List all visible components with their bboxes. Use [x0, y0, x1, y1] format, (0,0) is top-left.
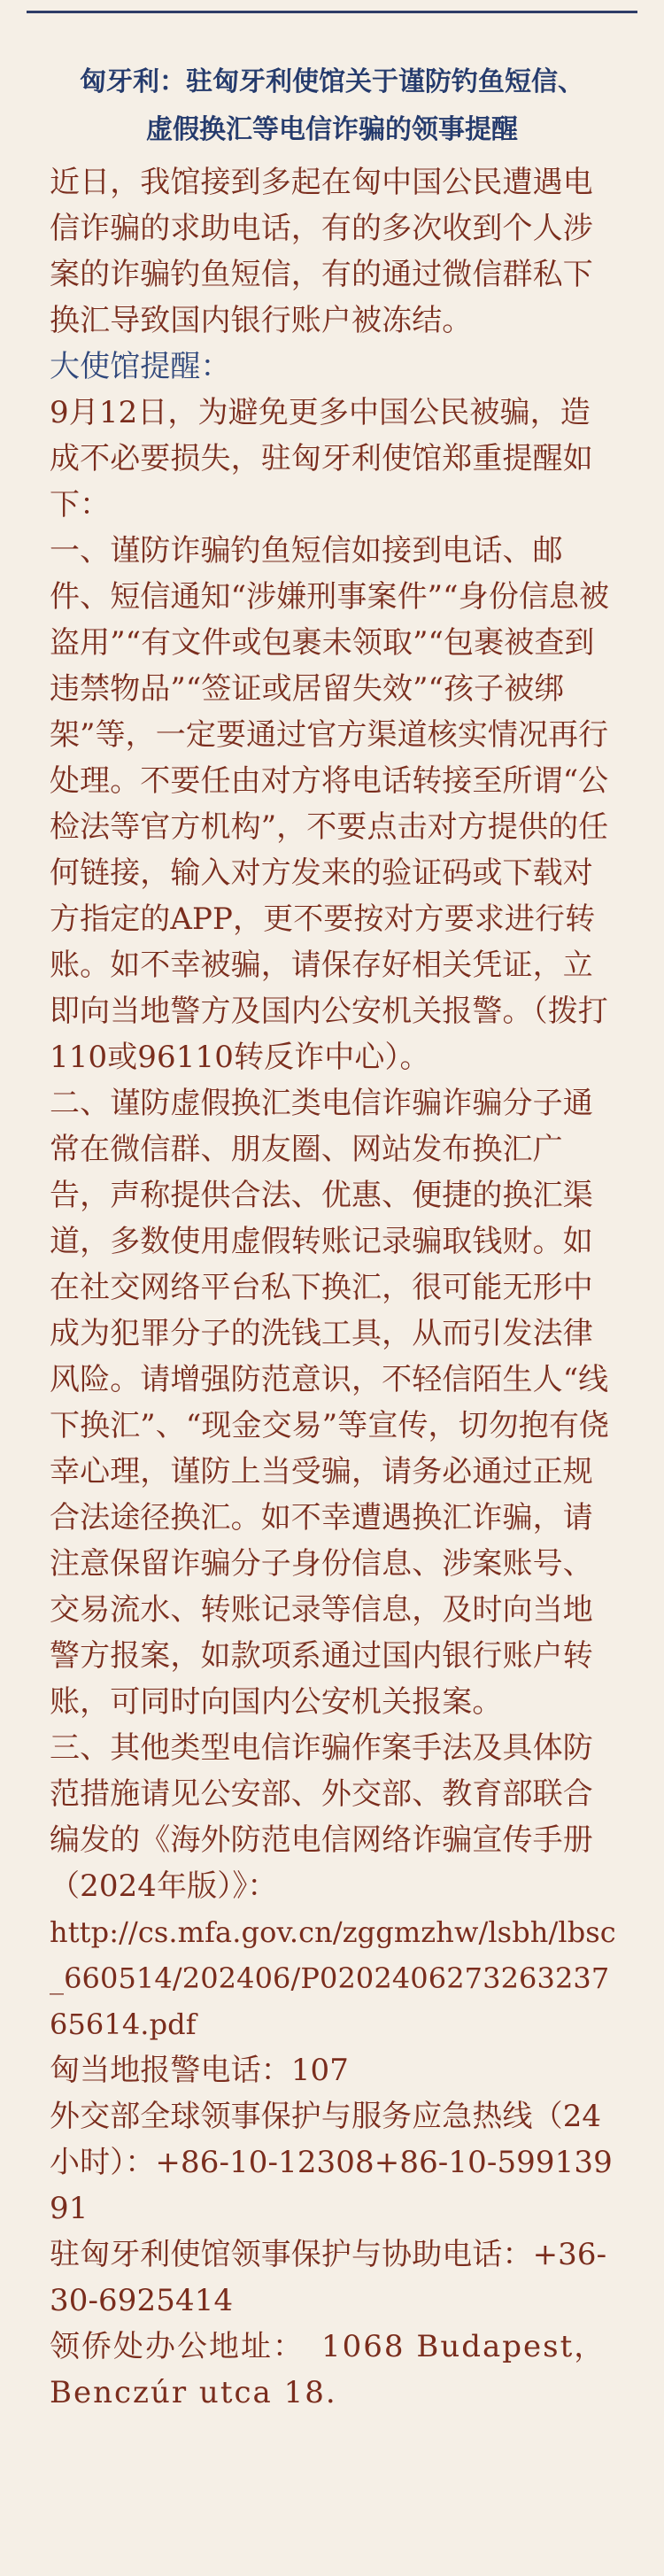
notice-content [50, 159, 616, 2416]
point-one: 一、谨防诈骗钓鱼短信如接到电话、邮件、短信通知“涉嫌刑事案件”“身份信息被盗用”“有文件或包裹未领取”“包裹被查到违禁物品”“签证或居留失效”“孩子被绑架”等，一定要通过官方渠道核实情况再行处理。不要任由对方将电话转接至所谓“公检法等官方机构”，不要点击对方提供的任何链接，输入对方发来的验证码或下载对方指定的APP，更不要按对方要求进行转账。如不幸被骗，请保存好相关凭证，立即向当地警方及国内公安机关报警。（拨打110或96110转反诈中心）。 [50, 533, 610, 1075]
embassy-phone: 驻匈牙利使馆领事保护与协助电话：+36-30-6925414 [50, 2237, 607, 2318]
title-line-1: 匈牙利：驻匈牙利使馆关于谨防钓鱼短信、 [80, 66, 584, 97]
intro-paragraph: 近日，我馆接到多起在匈中国公民遭遇电信诈骗的求助电话，有的多次收到个人涉案的诈骗钓鱼短信，有的通过微信群私下换汇导致国内银行账户被冻结。 [50, 165, 593, 338]
manual-url-link[interactable]: http://cs.mfa.gov.cn/zggmzhw/lsbh/lbsc_660514/202406/P020240627326323765614.pdf [50, 1915, 616, 2041]
page-title [35, 58, 629, 154]
reminder-heading: 大使馆提醒： [50, 349, 231, 384]
consular-hotline: 外交部全球领事保护与服务应急热线（24小时）：+86-10-12308+86-10-59913991 [50, 2099, 613, 2226]
date-paragraph: 9月12日，为避免更多中国公民被骗，造成不必要损失，驻匈牙利使馆郑重提醒如下： [50, 395, 593, 522]
point-three: 三、其他类型电信诈骗作案手法及具体防范措施请见公安部、外交部、教育部联合编发的《海外防范电信网络诈骗宣传手册（2024年版）》： [50, 1730, 593, 1904]
police-phone: 匈当地报警电话：107 [50, 2053, 349, 2088]
top-divider [27, 11, 637, 13]
title-line-2: 虚假换汇等电信诈骗的领事提醒 [146, 114, 518, 145]
point-two: 二、谨防虚假换汇类电信诈骗诈骗分子通常在微信群、朋友圈、网站发布换汇广告，声称提供合法、优惠、便捷的换汇渠道，多数使用虚假转账记录骗取钱财。如在社交网络平台私下换汇，很可能无形中成为犯罪分子的洗钱工具，从而引发法律风险。请增强防范意识，不轻信陌生人“线下换汇”、“现金交易”等宣传，切勿抱有侥幸心理，谨防上当受骗，请务必通过正规合法途径换汇。如不幸遭遇换汇诈骗，请注意保留诈骗分子身份信息、涉案账号、交易流水、转账记录等信息，及时向当地警方报案，如款项系通过国内银行账户转账，可同时向国内公安机关报案。 [50, 1086, 610, 1720]
office-address: 领侨处办公地址： 1068 Budapest，Benczúr utca 18. [50, 2329, 606, 2410]
